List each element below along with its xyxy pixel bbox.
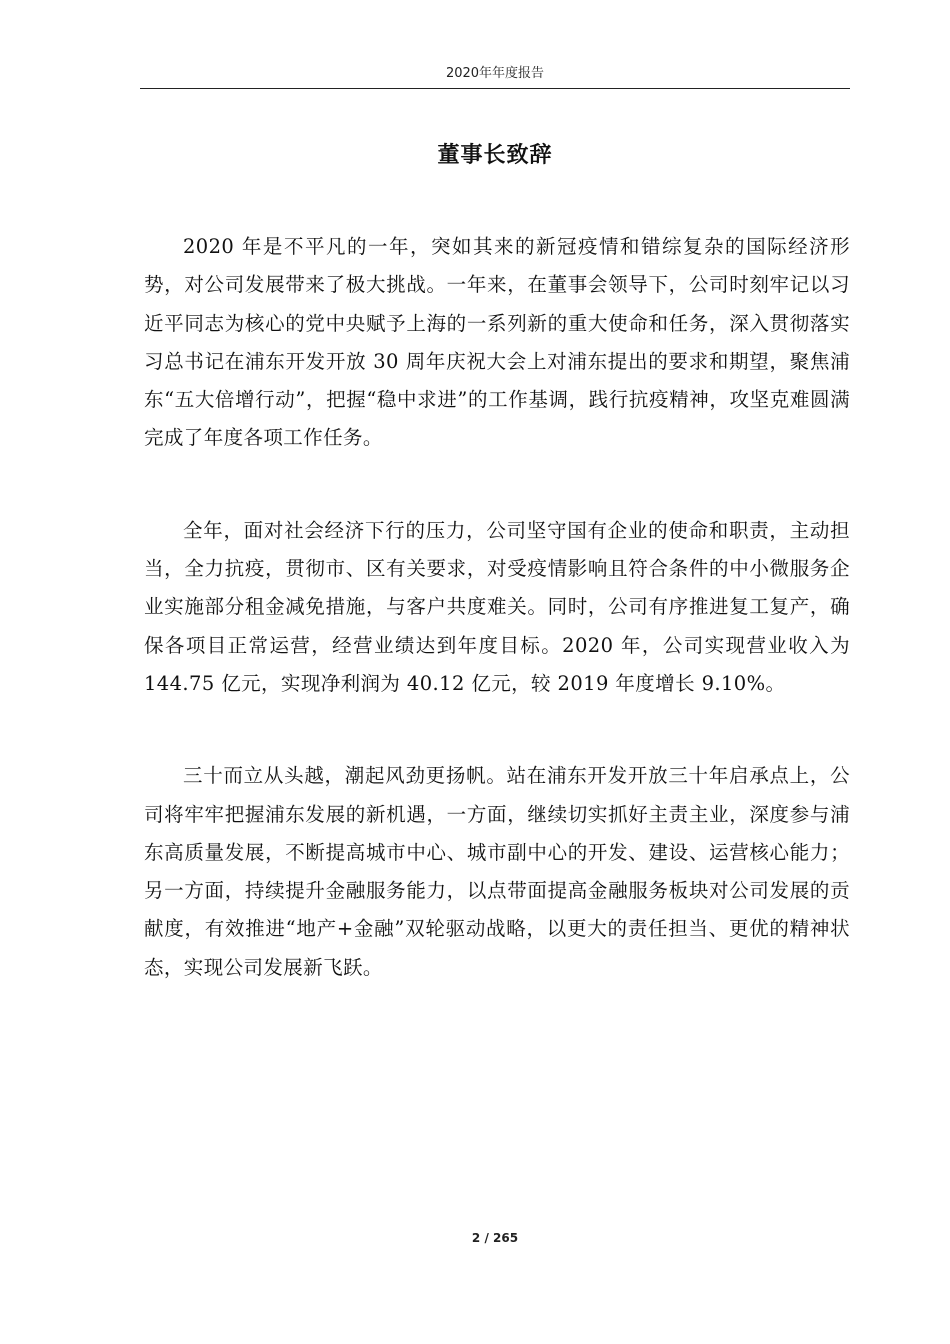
header-divider bbox=[140, 88, 850, 89]
paragraph-performance: 全年，面对社会经济下行的压力，公司坚守国有企业的使命和职责，主动担当，全力抗疫，贯彻市、区有关要求，对受疫情影响且符合条件的中小微服务企业实施部分租金减免措施，与客户共度难关。同时，公司有序推进复工复产，确保各项目正常运营，经营业绩达到年度目标。2020 年，公司实现营业收入为 144.75 亿元，实现净利润为 40.12 亿元，较 2019 年度增长 9.10%。 bbox=[144, 518, 850, 695]
page-title: 董事长致辞 bbox=[437, 143, 553, 168]
page-number: 2 / 265 bbox=[471, 1231, 519, 1245]
running-header: 2020年年度报告 bbox=[445, 66, 545, 81]
paragraph-overview: 2020 年是不平凡的一年，突如其来的新冠疫情和错综复杂的国际经济形势，对公司发展带来了极大挑战。一年来，在董事会领导下，公司时刻牢记以习近平同志为核心的党中央赋予上海的一系列新的重大使命和任务，深入贯彻落实习总书记在浦东开发开放 30 周年庆祝大会上对浦东提出的要求和期望，聚焦浦东“五大倍增行动”，把握“稳中求进”的工作基调，践行抗疫精神，攻坚克难圆满完成了年度各项工作任务。 bbox=[144, 235, 850, 450]
letter-body bbox=[144, 228, 850, 987]
paragraph-outlook: 三十而立从头越，潮起风劲更扬帆。站在浦东开发开放三十年启承点上，公司将牢牢把握浦东发展的新机遇，一方面，继续切实抓好主责主业，深度参与浦东高质量发展，不断提高城市中心、城市副中心的开发、建设、运营核心能力；另一方面，持续提升金融服务能力，以点带面提高金融服务板块对公司发展的贡献度，有效推进“地产+金融”双轮驱动战略，以更大的责任担当、更优的精神状态，实现公司发展新飞跃。 bbox=[144, 764, 850, 979]
